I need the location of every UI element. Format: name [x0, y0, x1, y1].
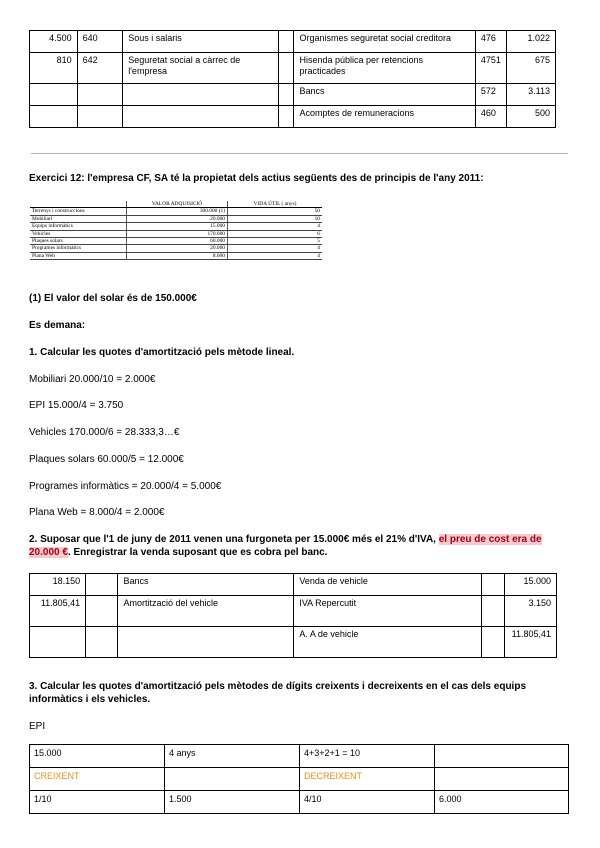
calc-line: EPI 15.000/4 = 3.750: [29, 400, 124, 411]
asset-life: 10: [228, 215, 323, 222]
es-demana-heading: Es demana:: [29, 320, 86, 331]
table-cell: [435, 745, 569, 768]
decreixent-label: DECREIXENT: [300, 768, 435, 791]
credit-amount: 1.022: [507, 31, 556, 53]
asset-name: Mobiliari: [30, 215, 127, 222]
epi-label: EPI: [29, 721, 46, 732]
credit-account: [481, 596, 504, 627]
asset-name: Plaques solars: [30, 238, 127, 245]
digits-method-table: [29, 744, 569, 814]
calc-line: Plaques solars 60.000/5 = 12.000€: [29, 454, 184, 465]
debit-account: [86, 596, 118, 627]
asset-value: 20.000: [127, 215, 228, 222]
table-cell: [165, 768, 300, 791]
asset-value: 170.000: [127, 230, 228, 237]
debit-concept: Seguretat social a càrrec de l'empresa: [123, 53, 279, 84]
table-row: [30, 53, 556, 84]
credit-amount: 11.805,41: [504, 627, 556, 658]
question-3: 3. Calcular les quotes d'amortització pels mètodes de dígits creixents i decreixents en el cas dels equips informàtics i els vehicles.: [29, 681, 527, 705]
credit-account: [481, 574, 504, 596]
question-2-text-end: . Enregistrar la venda suposant que es cobra pel banc.: [67, 547, 328, 558]
credit-amount: 3.113: [507, 84, 556, 106]
table-row: [30, 230, 322, 237]
table-cell: 1.500: [165, 791, 300, 814]
debit-amount: 11.805,41: [30, 596, 86, 627]
solar-note: (1) El valor del solar és de 150.000€: [29, 293, 197, 304]
credit-concept: Organismes seguretat social creditora: [294, 31, 475, 53]
debit-amount: 810: [30, 53, 78, 84]
asset-life: 6: [228, 230, 323, 237]
table-cell: 1/10: [30, 791, 165, 814]
asset-value: 8.000: [127, 252, 228, 259]
asset-value: 60.000: [127, 238, 228, 245]
table-row: [30, 574, 557, 596]
table-row: [30, 745, 569, 768]
credit-account: 476: [475, 31, 506, 53]
credit-amount: 500: [507, 106, 556, 128]
credit-concept: Acomptes de remuneracions: [294, 106, 475, 128]
debit-account: [86, 574, 118, 596]
debit-concept: [118, 627, 294, 658]
debit-account: 640: [77, 31, 123, 53]
journal-table-salaries: [29, 30, 556, 128]
table-row: [30, 238, 322, 245]
table-row: [30, 791, 569, 814]
table-cell: [435, 768, 569, 791]
credit-amount: 3.150: [504, 596, 556, 627]
table-row: [30, 201, 322, 208]
credit-account: 4751: [475, 53, 506, 84]
asset-life: 4: [228, 252, 323, 259]
table-cell: 4 anys: [165, 745, 300, 768]
asset-name: Equips informàtics: [30, 223, 127, 230]
assets-table: [30, 201, 322, 260]
debit-amount: [30, 84, 78, 106]
asset-life: 50: [228, 208, 323, 215]
debit-amount: 18.150: [30, 574, 86, 596]
asset-name: Terrenys i construccions: [30, 208, 127, 215]
question-1: 1. Calcular les quotes d'amortització pels mètode lineal.: [29, 347, 295, 358]
credit-concept: Venda de vehicle: [294, 574, 481, 596]
debit-amount: 4.500: [30, 31, 78, 53]
calc-line: Plana Web = 8.000/4 = 2.000€: [29, 507, 165, 518]
table-row: [30, 31, 556, 53]
table-row: [30, 106, 556, 128]
question-2: [29, 533, 569, 559]
assets-header-cell: [30, 201, 127, 208]
debit-amount: [30, 106, 78, 128]
table-row: [30, 252, 322, 259]
credit-account: 460: [475, 106, 506, 128]
spacer-cell: [279, 84, 294, 106]
spacer-cell: [279, 31, 294, 53]
debit-concept: Amortització del vehicle: [118, 596, 294, 627]
credit-account: 572: [475, 84, 506, 106]
debit-account: [77, 106, 123, 128]
table-row: [30, 223, 322, 230]
spacer-cell: [279, 106, 294, 128]
credit-amount: 15.000: [504, 574, 556, 596]
question-2-text: 2. Suposar que l'1 de juny de 2011 venen una furgoneta per 15.000€ més el 21% d'IVA,: [29, 534, 439, 545]
debit-account: [77, 84, 123, 106]
asset-name: Vehicles: [30, 230, 127, 237]
asset-name: Plana Web: [30, 252, 127, 259]
asset-name: Programes informàtics: [30, 245, 127, 252]
credit-concept: Hisenda pública per retencions practicades: [294, 53, 475, 84]
table-cell: 4+3+2+1 = 10: [300, 745, 435, 768]
credit-concept: A. A de vehicle: [294, 627, 481, 658]
section-divider: [31, 153, 568, 154]
table-cell: 6.000: [435, 791, 569, 814]
asset-value: 15.000: [127, 223, 228, 230]
table-row: [30, 215, 322, 222]
asset-value: 20.000: [127, 245, 228, 252]
table-row: [30, 245, 322, 252]
asset-life: 5: [228, 238, 323, 245]
calc-line: Programes informàtics = 20.000/4 = 5.000€: [29, 481, 222, 492]
journal-table-vehicle-sale: [29, 573, 557, 658]
debit-account: [86, 627, 118, 658]
table-row: [30, 768, 569, 791]
table-cell: 15.000: [30, 745, 165, 768]
creixent-label: CREIXENT: [30, 768, 165, 791]
table-row: [30, 596, 557, 627]
calc-line: Vehicles 170.000/6 = 28.333,3…€: [29, 427, 180, 438]
debit-amount: [30, 627, 86, 658]
debit-account: 642: [77, 53, 123, 84]
debit-concept: Bancs: [118, 574, 294, 596]
table-row: [30, 208, 322, 215]
credit-concept: IVA Repercutit: [294, 596, 481, 627]
asset-life: 4: [228, 223, 323, 230]
asset-value: 300.000 (1): [127, 208, 228, 215]
credit-amount: 675: [507, 53, 556, 84]
table-row: [30, 84, 556, 106]
exercise-title: Exercici 12: l'empresa CF, SA té la propietat dels actius següents des de principis de l'any 2011:: [29, 173, 484, 184]
assets-header-cell: VIDA ÚTIL ( anys): [228, 201, 323, 208]
credit-account: [481, 627, 504, 658]
asset-life: 4: [228, 245, 323, 252]
assets-header-cell: VALOR ADQUISICIÓ: [127, 201, 228, 208]
spacer-cell: [279, 53, 294, 84]
table-cell: 4/10: [300, 791, 435, 814]
debit-concept: [123, 106, 279, 128]
question-2-highlight: el preu de cost era de 20.000 €: [29, 534, 542, 558]
credit-concept: Bancs: [294, 84, 475, 106]
debit-concept: Sous i salaris: [123, 31, 279, 53]
table-row: [30, 627, 557, 658]
calc-line: Mobiliari 20.000/10 = 2.000€: [29, 374, 156, 385]
debit-concept: [123, 84, 279, 106]
